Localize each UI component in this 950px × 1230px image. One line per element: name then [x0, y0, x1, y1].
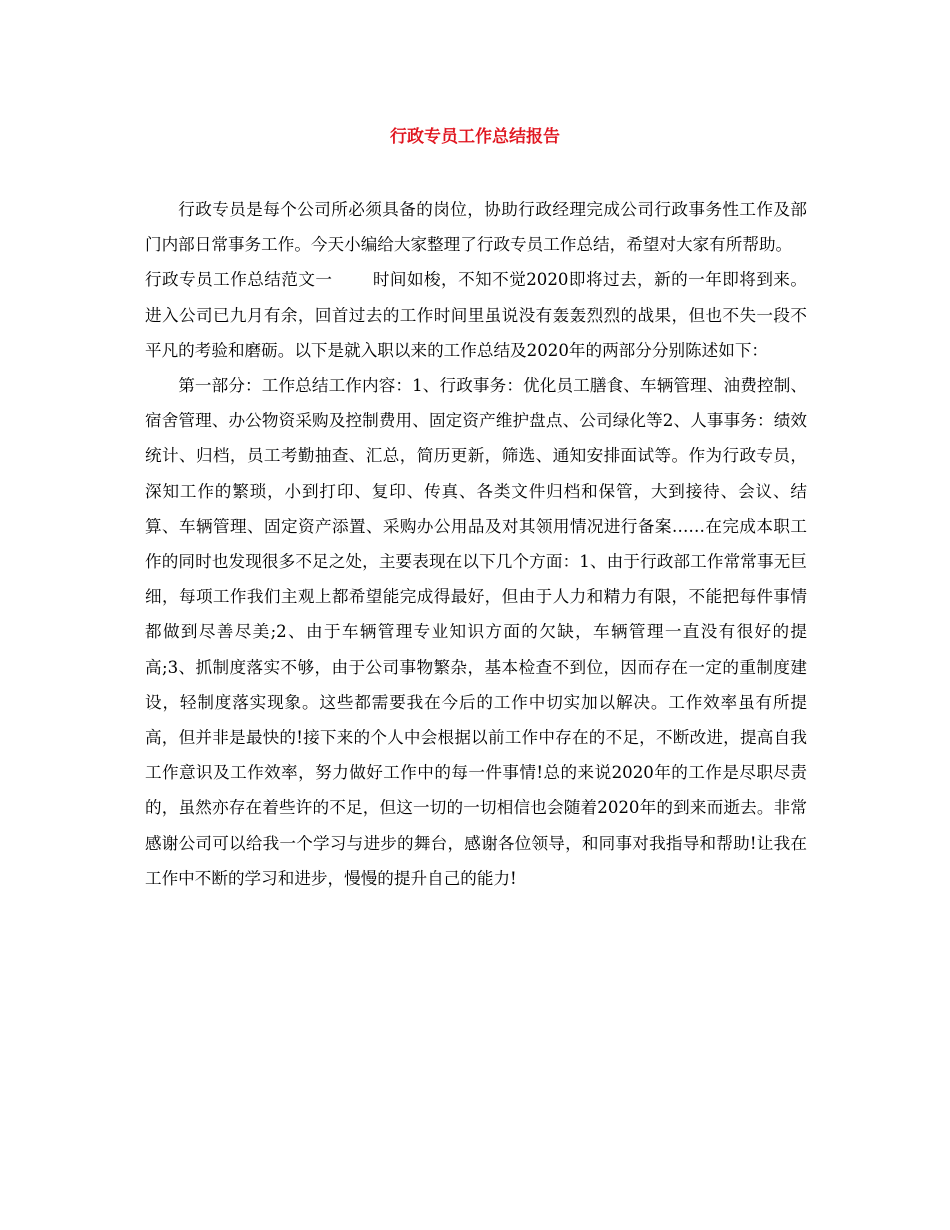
section-paragraph	[145, 262, 807, 368]
part-one-paragraph: 第一部分：工作总结工作内容：1、行政事务：优化员工膳食、车辆管理、油费控制、宿舍管理、办公物资采购及控制费用、固定资产维护盘点、公司绿化等2、人事事务：绩效统计、归档，员工考勤抽查、汇总，简历更新，筛选、通知安排面试等。作为行政专员，深知工作的繁琐，小到打印、复印、传真、各类文件归档和保管，大到接待、会议、结算、车辆管理、固定资产添置、采购办公用品及对其领用情况进行备案……在完成本职工作的同时也发现很多不足之处，主要表现在以下几个方面：1、由于行政部工作常常事无巨细，每项工作我们主观上都希望能完成得最好，但由于人力和精力有限，不能把每件事情都做到尽善尽美;2、由于车辆管理专业知识方面的欠缺，车辆管理一直没有很好的提高;3、抓制度落实不够，由于公司事物繁杂，基本检查不到位，因而存在一定的重制度建设，轻制度落实现象。这些都需要我在今后的工作中切实加以解决。工作效率虽有所提高，但并非是最快的!接下来的个人中会根据以前工作中存在的不足，不断改进，提高自我工作意识及工作效率，努力做好工作中的每一件事情!总的来说2020年的工作是尽职尽责的，虽然亦存在着些许的不足，但这一切的一切相信也会随着2020年的到来而逝去。非常感谢公司可以给我一个学习与进步的舞台，感谢各位领导，和同事对我指导和帮助!让我在工作中不断的学习和进步，慢慢的提升自己的能力!	[145, 376, 807, 888]
intro-paragraph: 行政专员是每个公司所必须具备的岗位，协助行政经理完成公司行政事务性工作及部门内部日常事务工作。今天小编给大家整理了行政专员工作总结，希望对大家有所帮助。	[145, 200, 807, 255]
section-heading: 行政专员工作总结范文一	[145, 270, 333, 290]
section-text: 时间如梭，不知不觉2020即将过去，新的一年即将到来。进入公司已九月有余，回首过去的工作时间里虽说没有轰轰烈烈的战果，但也不失一段不平凡的考验和磨砺。以下是就入职以来的工作总结及2020年的两部分分别陈述如下：	[145, 270, 808, 360]
document-title: 行政专员工作总结报告	[390, 127, 560, 147]
document-body	[145, 192, 807, 896]
